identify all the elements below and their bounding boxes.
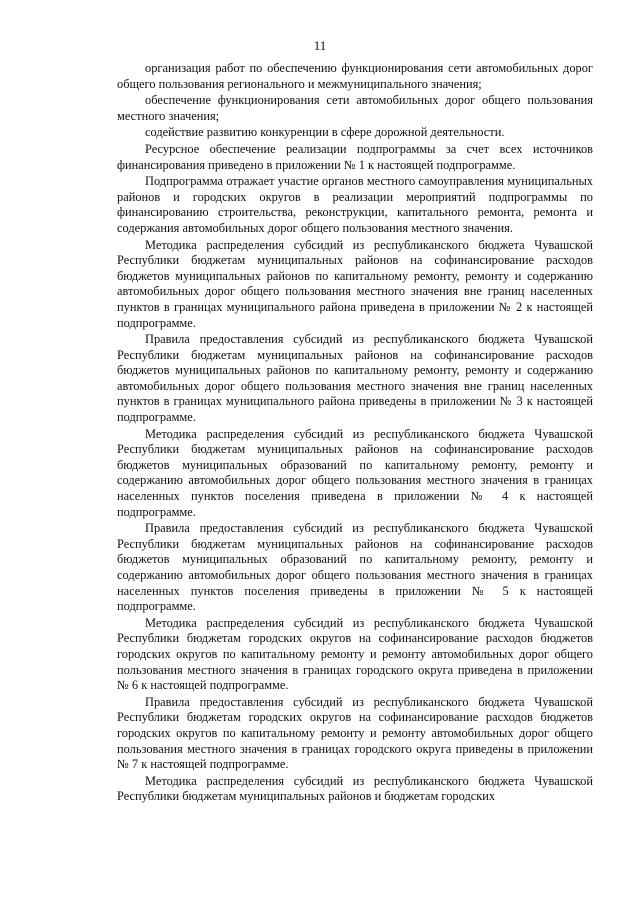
paragraph-5: Подпрограмма отражает участие органов местного самоуправления муниципальных районов и городских округов в реализации мероприятий подпрограммы по финансированию строительства, реконструкции, капитального ремонта, ремонта и содержания автомобильных дорог общего пользования местного значения. [117, 174, 593, 235]
paragraph-11: Правила предоставления субсидий из республиканского бюджета Чувашской Республики бюджетам городских округов на софинансирование расходов бюджетов городских округов по капитальному ремонту и ремонту автомобильных дорог общего пользования местного значения в границах городского округа приведены в приложении № 7 к настоящей подпрограмме. [117, 694, 593, 772]
paragraph-7: Правила предоставления субсидий из республиканского бюджета Чувашской Республики бюджетам муниципальных районов на софинансирование расходов бюджетов муниципальных районов по капитальному ремонту, ремонту и содержанию автомобильных дорог общего пользования местного значения вне границ населенных пунктов в границах муниципального района приведены в приложении № 3 к настоящей подпрограмме. [117, 332, 593, 425]
body-text [117, 61, 593, 806]
paragraph-1: организация работ по обеспечению функционирования сети автомобильных дорог общего пользования регионального и межмуниципального значения; [117, 61, 593, 91]
paragraph-9: Правила предоставления субсидий из республиканского бюджета Чувашской Республики бюджетам муниципальных районов на софинансирование расходов бюджетов муниципальных образований по капитальному ремонту, ремонту и содержанию автомобильных дорог общего пользования местного значения в границах населенных пунктов поселения приведены в приложении № 5 к настоящей подпрограмме. [117, 521, 593, 614]
paragraph-3: содействие развитию конкуренции в сфере дорожной деятельности. [145, 125, 505, 140]
paragraph-10: Методика распределения субсидий из республиканского бюджета Чувашской Республики бюджетам городских округов на софинансирование расходов бюджетов городских округов по капитальному ремонту и ремонту автомобильных дорог общего пользования местного значения в границах городского округа приведена в приложении № 6 к настоящей подпрограмме. [117, 615, 593, 693]
paragraph-12: Методика распределения субсидий из республиканского бюджета Чувашской Республики бюджетам муниципальных районов и бюджетам городских [117, 773, 593, 804]
paragraph-8: Методика распределения субсидий из республиканского бюджета Чувашской Республики бюджетам муниципальных районов на софинансирование расходов бюджетов муниципальных образований по капитальному ремонту, ремонту и содержанию автомобильных дорог общего пользования местного значения в границах населенных пунктов поселения приведена в приложении № 4 к настоящей подпрограмме. [117, 426, 593, 519]
paragraph-4: Ресурсное обеспечение реализации подпрограммы за счет всех источников финансирования приведено в приложении № 1 к настоящей подпрограмме. [117, 141, 593, 172]
paragraph-6: Методика распределения субсидий из республиканского бюджета Чувашской Республики бюджетам муниципальных районов на софинансирование расходов бюджетов муниципальных районов по капитальному ремонту, ремонту и содержанию автомобильных дорог общего пользования местного значения вне границ населенных пунктов в границах муниципального района приведена в приложении № 2 к настоящей подпрограмме. [117, 237, 593, 330]
page-number: 11 [313, 38, 327, 53]
paragraph-2: обеспечение функционирования сети автомобильных дорог общего пользования местного значения; [117, 93, 593, 123]
